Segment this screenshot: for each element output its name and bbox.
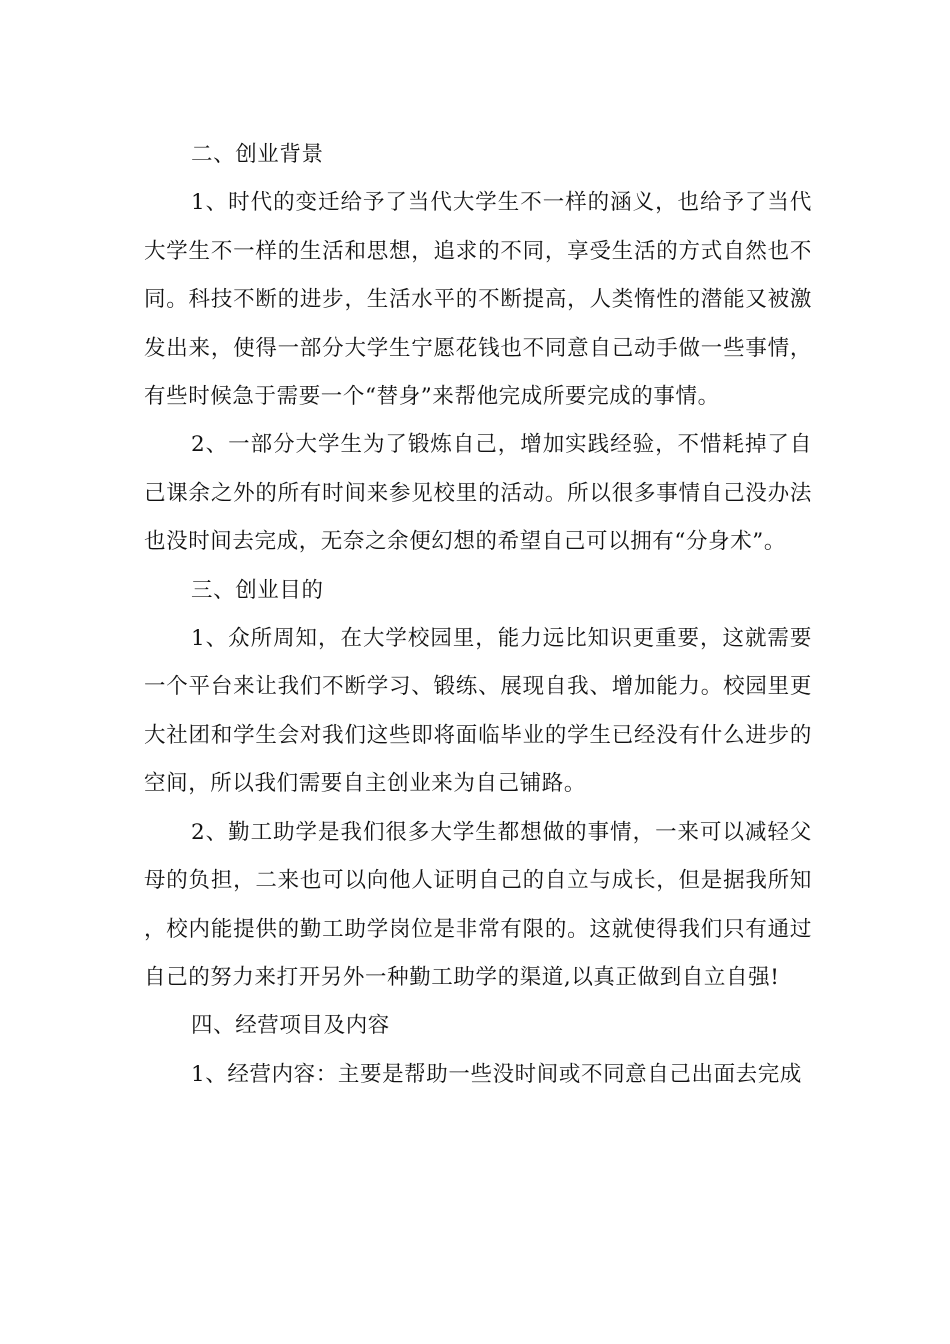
business-paragraph-1: 1、经营内容：主要是帮助一些没时间或不同意自己出面去完成 [191, 1061, 802, 1087]
document-body [144, 131, 812, 1099]
background-paragraph-1: 1、时代的变迁给予了当代大学生不一样的涵义，也给予了当代大学生不一样的生活和思想，追求的不同，享受生活的方式自然也不同。科技不断的进步，生活水平的不断提高，人类惰性的潜能又被激发出来，使得一部分大学生宁愿花钱也不同意自己动手做一些事情，有些时候急于需要一个“替身”来帮他完成所要完成的事情。 [144, 190, 812, 410]
purpose-paragraph-2: 2、勤工助学是我们很多大学生都想做的事情，一来可以减轻父母的负担，二来也可以向他人证明自己的自立与成长，但是据我所知，校内能提供的勤工助学岗位是非常有限的。这就使得我们只有通过自己的努力来打开另外一种勤工助学的渠道,以真正做到自立自强! [144, 819, 812, 990]
purpose-paragraph-1: 1、众所周知，在大学校园里，能力远比知识更重要，这就需要一个平台来让我们不断学习、锻练、展现自我、增加能力。校园里更大社团和学生会对我们这些即将面临毕业的学生已经没有什么进步的空间，所以我们需要自主创业来为自己铺路。 [144, 626, 812, 797]
section-heading-business: 四、经营项目及内容 [191, 1013, 390, 1039]
section-heading-background: 二、创业背景 [191, 142, 324, 167]
background-paragraph-2: 2、一部分大学生为了锻炼自己，增加实践经验，不惜耗掉了自己课余之外的所有时间来参见校里的活动。所以很多事情自己没办法也没时间去完成，无奈之余便幻想的希望自己可以拥有“分身术”。 [144, 432, 812, 555]
section-heading-purpose: 三、创业目的 [191, 577, 324, 603]
